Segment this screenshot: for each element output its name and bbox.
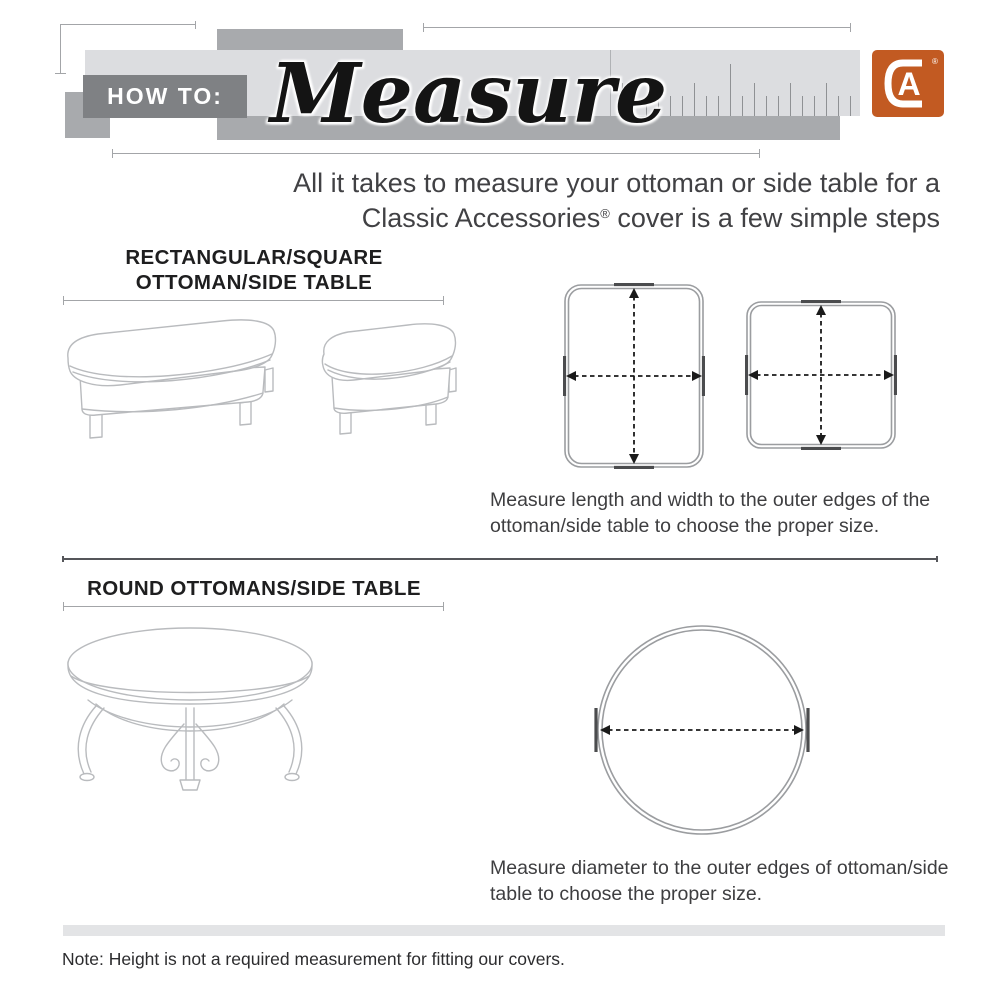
registered-mark: ® — [600, 206, 610, 221]
svg-text:®: ® — [932, 57, 938, 66]
circle-measure-diagram — [592, 620, 812, 840]
round-section-title: ROUND OTTOMANS/SIDE TABLE — [87, 577, 421, 600]
header-bottom-dimension-line — [112, 153, 760, 154]
intro-line-1: All it takes to measure your ottoman or side table for a — [293, 168, 940, 198]
round-section-caption: Measure diameter to the outer edges of ottoman/side table to choose the proper size. — [490, 857, 949, 905]
rectangle-measure-diagram — [563, 283, 705, 469]
classic-accessories-logo-icon — [872, 50, 944, 117]
footer-gray-bar — [63, 925, 945, 936]
section-divider-line — [62, 558, 938, 560]
rectangular-ottoman-drawing — [68, 320, 276, 438]
rect-section-dimension-line — [63, 300, 444, 301]
intro-line-2: Classic Accessories® cover is a few simple steps — [361, 203, 940, 233]
round-section-dimension-line — [63, 606, 444, 607]
measure-title: Measure — [270, 46, 668, 142]
square-measure-diagram — [745, 300, 897, 450]
svg-text:A: A — [897, 66, 921, 102]
ca-monogram-icon — [872, 50, 944, 117]
square-ottoman-drawing — [322, 324, 456, 434]
footer-note: Note: Height is not a required measurement for fitting our covers. — [62, 949, 565, 969]
rect-section-caption: Measure length and width to the outer edges of the ottoman/side table to choose the proper size. — [490, 489, 931, 537]
rectangular-and-square-ottoman-illustration — [52, 312, 477, 452]
how-to-label: HOW TO: — [107, 83, 223, 109]
intro-text — [220, 166, 940, 240]
round-ottoman-illustration — [38, 616, 338, 806]
how-to-badge — [83, 75, 247, 118]
rect-section-title: RECTANGULAR/SQUARE OTTOMAN/SIDE TABLE — [125, 246, 383, 294]
